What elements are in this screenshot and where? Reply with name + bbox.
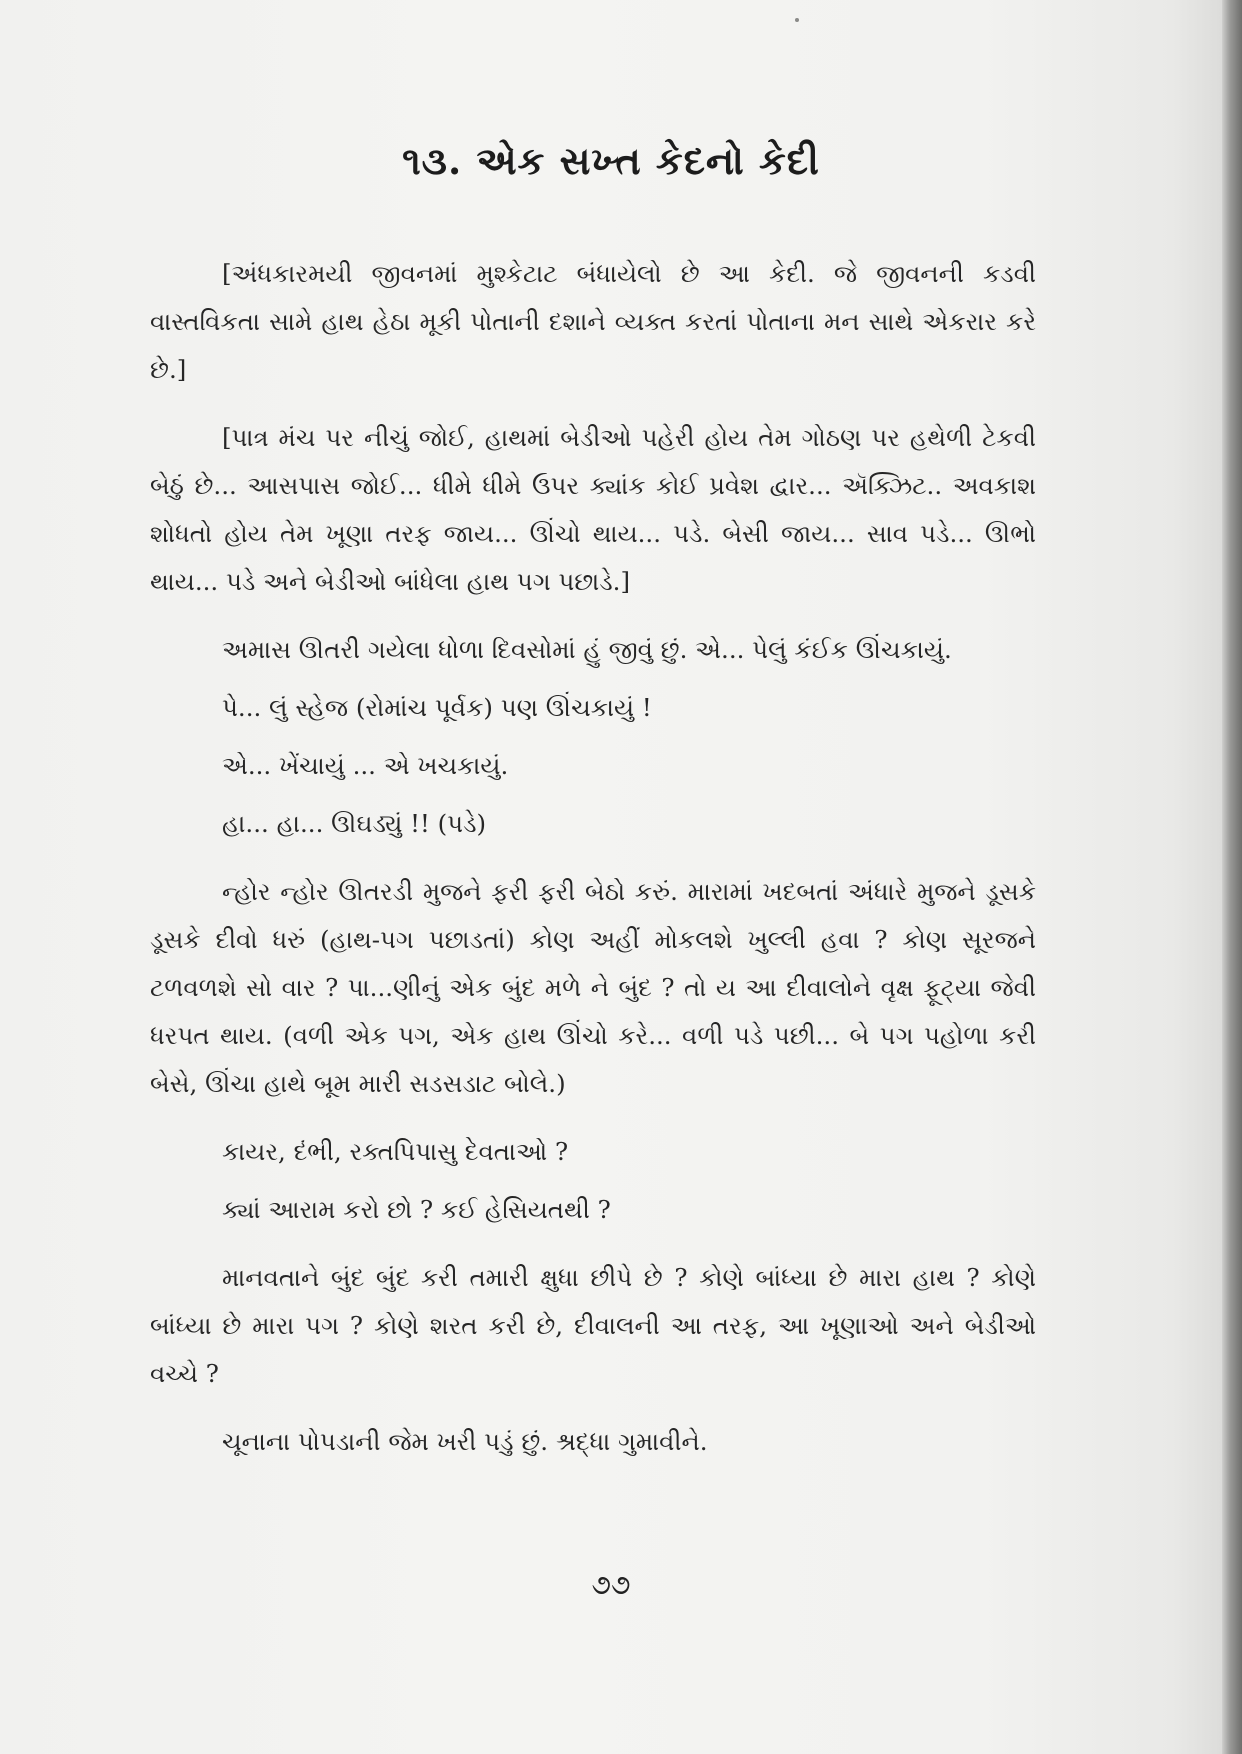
chapter-title: ૧૩. એક સખ્ત કેદનો કેદી (402, 138, 820, 183)
paragraph-line: પે... લું સ્હેજ (રોમાંચ પૂર્વક) પણ ઊંચકાયું ! (222, 693, 652, 722)
page-number: ૭૭ (591, 1568, 631, 1601)
page-body (150, 250, 1036, 1486)
paragraph-line: હા... હા... ઊઘડ્યું !! (પડે) (222, 809, 487, 838)
page-edge-shadow (1222, 0, 1242, 1754)
paragraph-line: ક્યાં આરામ કરો છો ? કઈ હેસિયતથી ? (222, 1195, 611, 1224)
paragraph-stage-direction: [પાત્ર મંચ પર નીચું જોઈ, હાથમાં બેડીઓ પહેરી હોય તેમ ગોઠણ પર હથેળી ટેકવી બેઠું છે... આસપાસ જોઈ... ધીમે ધીમે ઉપર ક્યાંક કોઈ પ્રવેશ દ્વાર... ઍક્ઝિટ.. અવકાશ શોધતો હોય તેમ ખૂણા તરફ જાય... ઊંચો થાય... પડે. બેસી જાય... સાવ પડે... ઊભો થાય... પડે અને બેડીઓ બાંધેલા હાથ પગ પછાડે.] (150, 423, 1036, 596)
paragraph-monologue: માનવતાને બુંદ બુંદ કરી તમારી ક્ષુધા છીપે છે ? કોણે બાંધ્યા છે મારા હાથ ? કોણે બાંધ્યા છે મારા પગ ? કોણે શરત કરી છે, દીવાલની આ તરફ, આ ખૂણાઓ અને બેડીઓ વચ્ચે ? (150, 1263, 1036, 1388)
paper-speck (795, 18, 799, 22)
paragraph-monologue: ન્હોર ન્હોર ઊતરડી મુજને ફરી ફરી બેઠો કરું. મારામાં ખદબતાં અંધારે મુજને ડૂસકે ડૂસકે દીવો ધરું (હાથ-પગ પછાડતાં) કોણ અહીં મોકલશે ખુલ્લી હવા ? કોણ સૂરજને ટળવળશે સો વાર ? પા...ણીનું એક બુંદ મળે ને બુંદ ? તો ય આ દીવાલોને વૃક્ષ ફૂટ્યા જેવી ધરપત થાય. (વળી એક પગ, એક હાથ ઊંચો કરે... વળી પડે પછી... બે પગ પહોળા કરી બેસે, ઊંચા હાથે બૂમ મારી સડસડાટ બોલે.) (150, 877, 1036, 1098)
paragraph-closing: ચૂનાના પોપડાની જેમ ખરી પડું છું. શ્રદ્ધા ગુમાવીને. (222, 1427, 708, 1456)
paragraph-monologue-opening: અમાસ ઊતરી ગયેલા ધોળા દિવસોમાં હું જીવું છું. એ... પેલું કંઈક ઊંચકાયું. (222, 635, 952, 664)
paragraph-line: એ... ખેંચાયું ... એ ખચકાયું. (222, 751, 509, 780)
paragraph-line: કાયર, દંભી, રક્તપિપાસુ દેવતાઓ ? (222, 1137, 569, 1166)
paragraph-intro-note: [અંધકારમયી જીવનમાં મુશ્કેટાટ બંધાયેલો છે આ કેદી. જે જીવનની કડવી વાસ્તવિકતા સામે હાથ હેઠા મૂકી પોતાની દશાને વ્યક્ત કરતાં પોતાના મન સાથે એકરાર કરે છે.] (150, 259, 1036, 384)
